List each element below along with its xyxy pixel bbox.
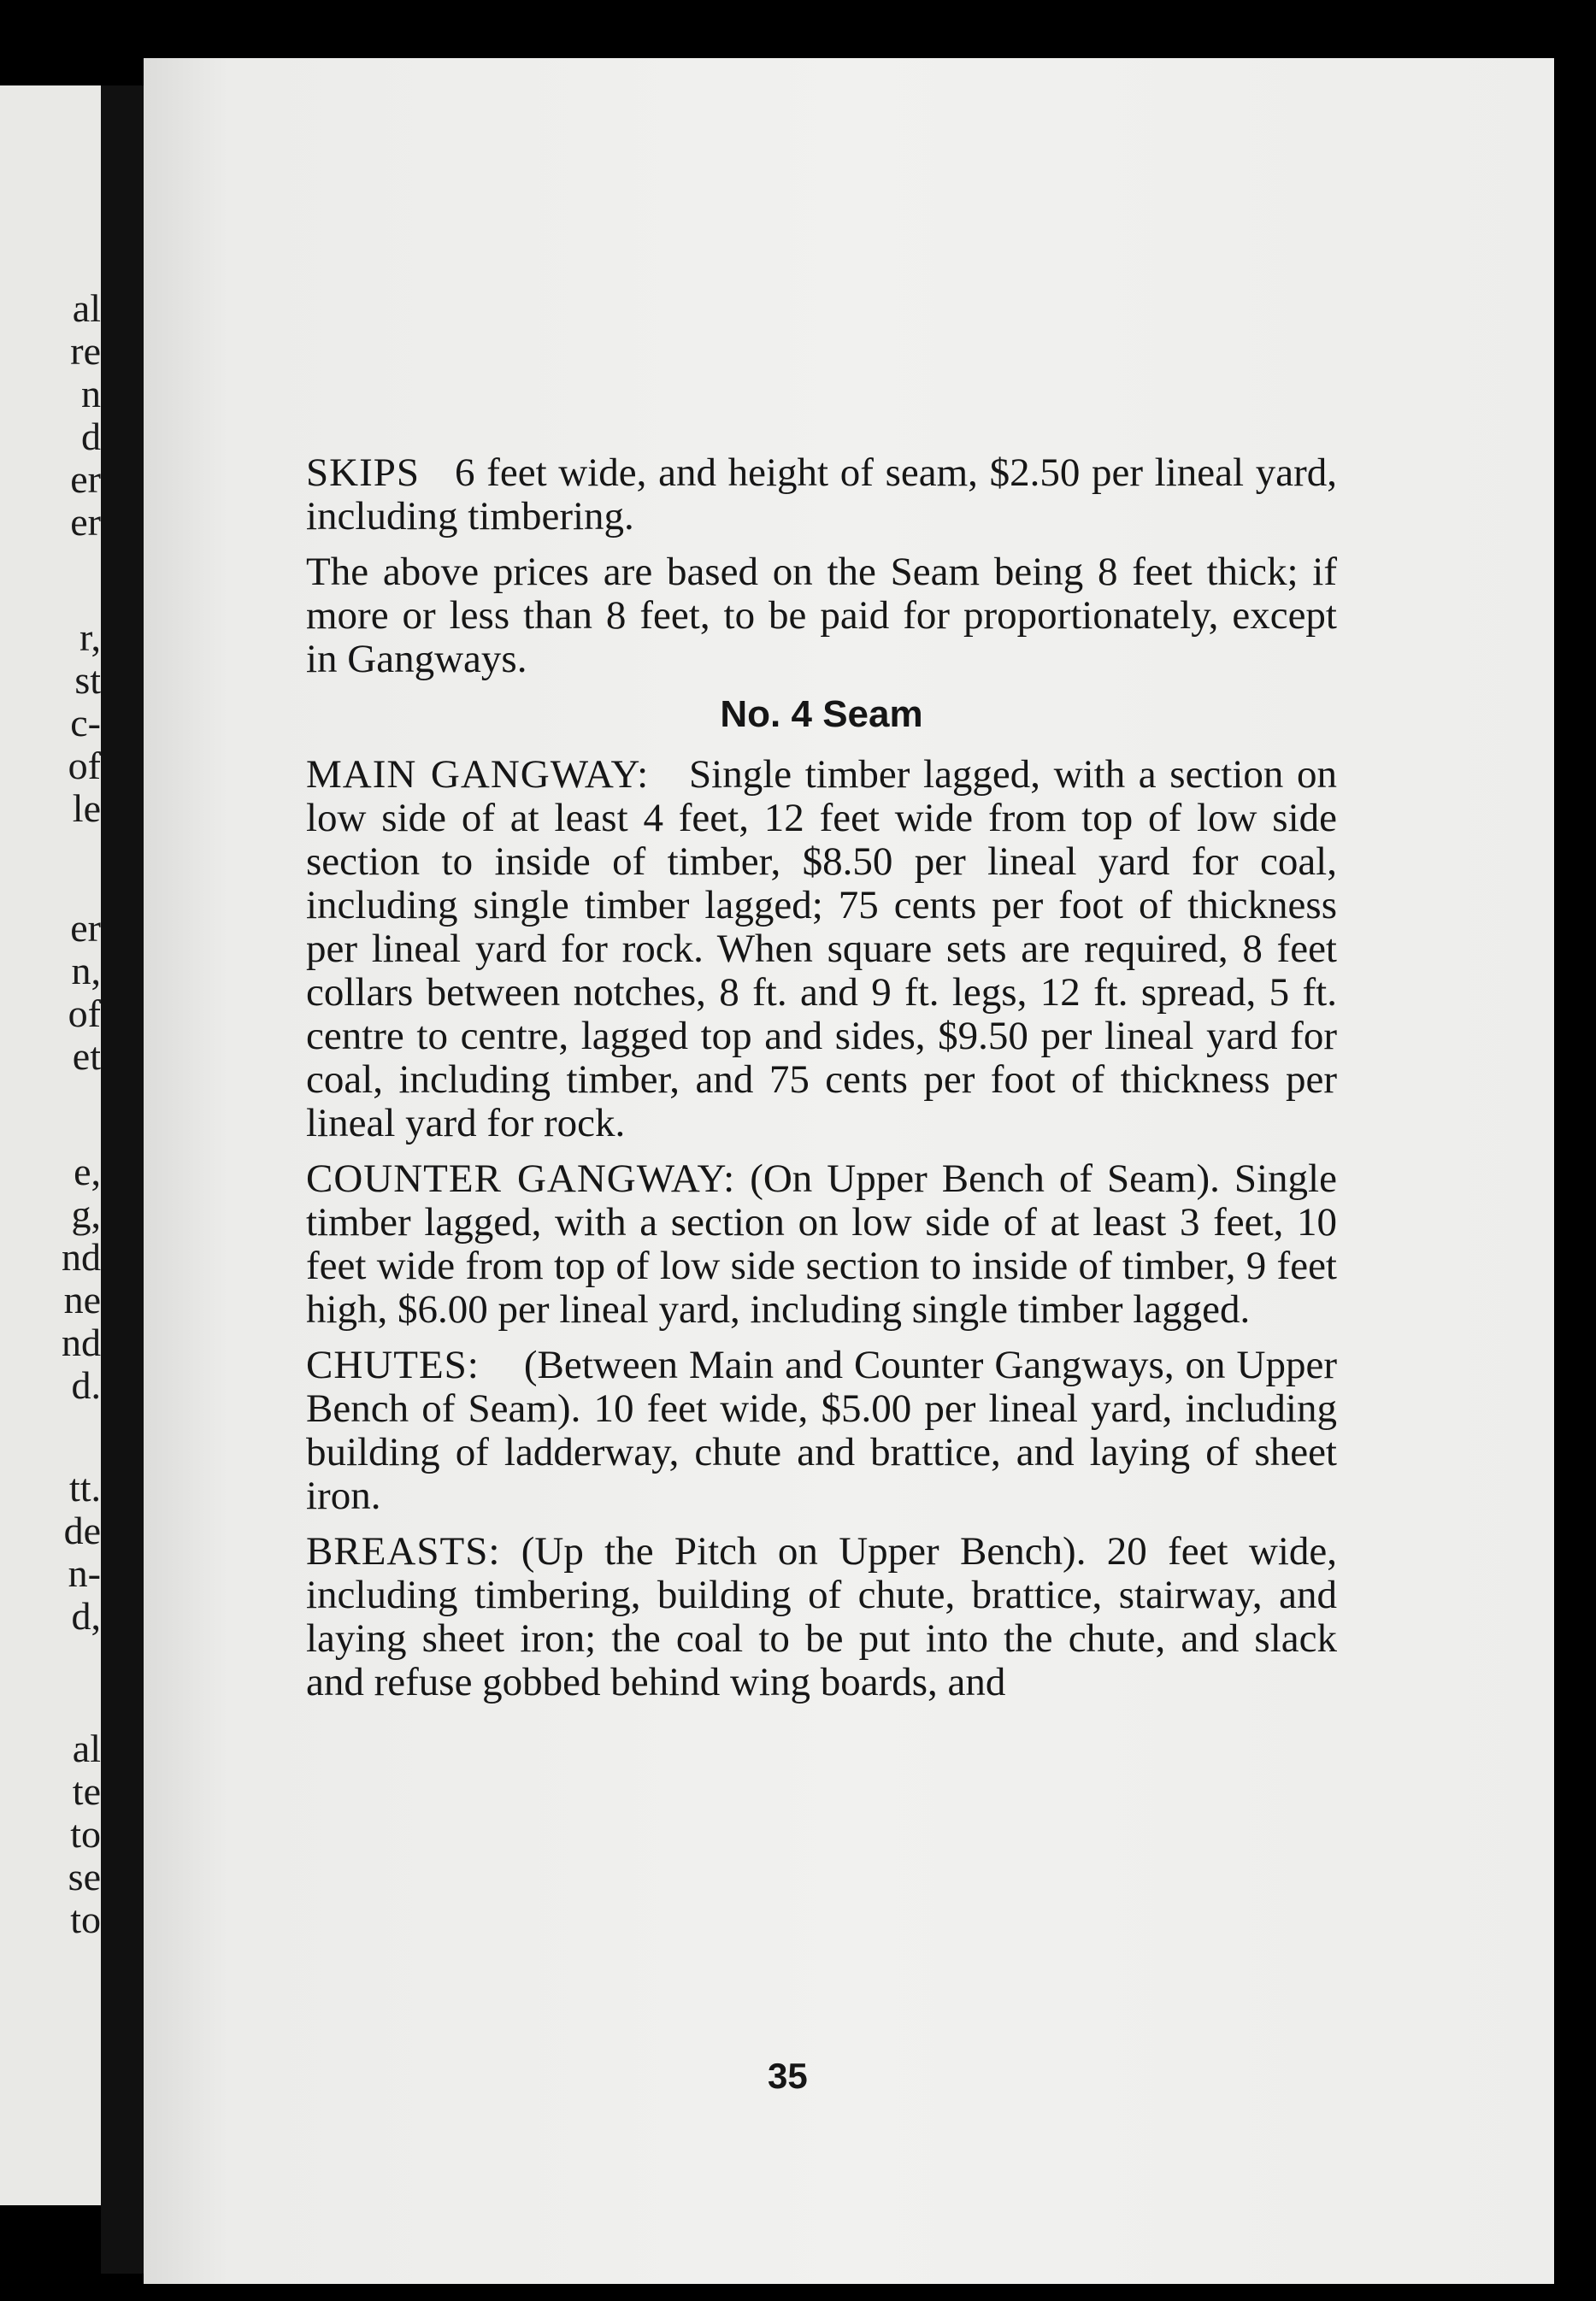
main-gangway-paragraph (306, 753, 1337, 1145)
chutes-text: (Between Main and Counter Gangways, on Upper Bench of Seam). 10 feet wide, $5.00 per lineal yard, including building of ladderway, chute and brattice, and laying of sheet iron. (306, 1343, 1338, 1518)
book-page (144, 58, 1554, 2284)
left-page-edge (0, 85, 101, 2205)
left-page-fragment: d. (71, 1363, 101, 1407)
left-page-fragment: n, (71, 949, 101, 992)
left-page-fragment: le (72, 786, 101, 830)
left-page-fragment: te (72, 1769, 101, 1813)
left-page-fragment: d, (71, 1594, 101, 1638)
left-page-fragment: nd (62, 1235, 101, 1279)
breasts-paragraph (306, 1530, 1337, 1704)
left-page-fragment: er (70, 457, 101, 501)
counter-gangway-lead: COUNTER GANGWAY: (306, 1156, 736, 1201)
chutes-lead: CHUTES: (306, 1343, 480, 1387)
page-number: 35 (768, 2056, 808, 2096)
left-page-fragment: de (63, 1509, 101, 1552)
left-page-fragment: n- (68, 1551, 101, 1595)
left-page-fragment: ne (63, 1278, 101, 1321)
counter-gangway-paragraph (306, 1157, 1337, 1332)
left-page-fragment: n (81, 372, 101, 415)
section-heading: No. 4 Seam (720, 693, 923, 735)
left-page-fragment: to (70, 1898, 101, 1941)
left-page-fragment: er (70, 500, 101, 544)
chutes-paragraph (306, 1344, 1337, 1518)
left-page-fragment: re (70, 329, 101, 373)
left-page-fragment: nd (62, 1321, 101, 1364)
skips-paragraph (306, 451, 1337, 538)
main-gangway-text: Single timber lagged, with a section on low side of at least 4 feet, 12 feet wide from top of low side section to inside of timber, $8.50 per lineal yard for coal, including single timber lagged; 75 cents per foot of thickness per lineal yard for rock. When square sets are required, 8 feet collars between notches, 8 ft. and 9 ft. legs, 12 ft. spread, 5 ft. centre to centre, lagged top and sides, $9.50 per lineal yard for coal, including timber, and 75 cents per foot of thickness per lineal yard for rock. (306, 752, 1338, 1145)
main-gangway-lead: MAIN GANGWAY: (306, 752, 650, 797)
left-page-fragment: g, (71, 1192, 101, 1236)
left-page-fragment: tt. (68, 1466, 101, 1509)
left-page-fragment: of (68, 992, 101, 1035)
counter-gangway-text: (On Upper Bench of Seam). Single timber lagged, with a section on low side of at least 3 feet, 10 feet wide from top of low side section to inside of timber, 9 feet high, $6.00 per lineal yard, including single timber lagged. (306, 1156, 1337, 1332)
left-page-fragment: al (72, 1727, 101, 1770)
left-page-fragment: c- (70, 701, 101, 744)
left-page-fragment: to (70, 1812, 101, 1856)
left-page-fragment: et (72, 1034, 101, 1078)
left-page-fragment: r, (80, 615, 101, 659)
left-page-fragment: e, (74, 1150, 101, 1193)
note-paragraph: The above prices are based on the Seam being 8 feet thick; if more or less than 8 feet, to be paid for proportionately, except in Gangways. (306, 550, 1337, 681)
left-page-fragment: er (70, 906, 101, 950)
breasts-lead: BREASTS: (306, 1529, 501, 1574)
left-page-fragment: of (68, 744, 101, 787)
skips-text: 6 feet wide, and height of seam, $2.50 per lineal yard, including timbering. (306, 450, 1337, 538)
skips-lead: SKIPS (306, 450, 421, 495)
left-page-fragment: al (72, 286, 101, 330)
breasts-text: (Up the Pitch on Upper Bench). 20 feet wide, including timbering, building of chute, brattice, stairway, and laying sheet iron; the coal to be put into the chute, and slack and refuse gobbed behind wing boards, and (306, 1529, 1337, 1704)
left-page-fragment: se (68, 1855, 101, 1898)
page-content (306, 451, 1337, 1716)
left-page-fragment: d (81, 415, 101, 458)
left-page-fragment: st (74, 658, 101, 702)
